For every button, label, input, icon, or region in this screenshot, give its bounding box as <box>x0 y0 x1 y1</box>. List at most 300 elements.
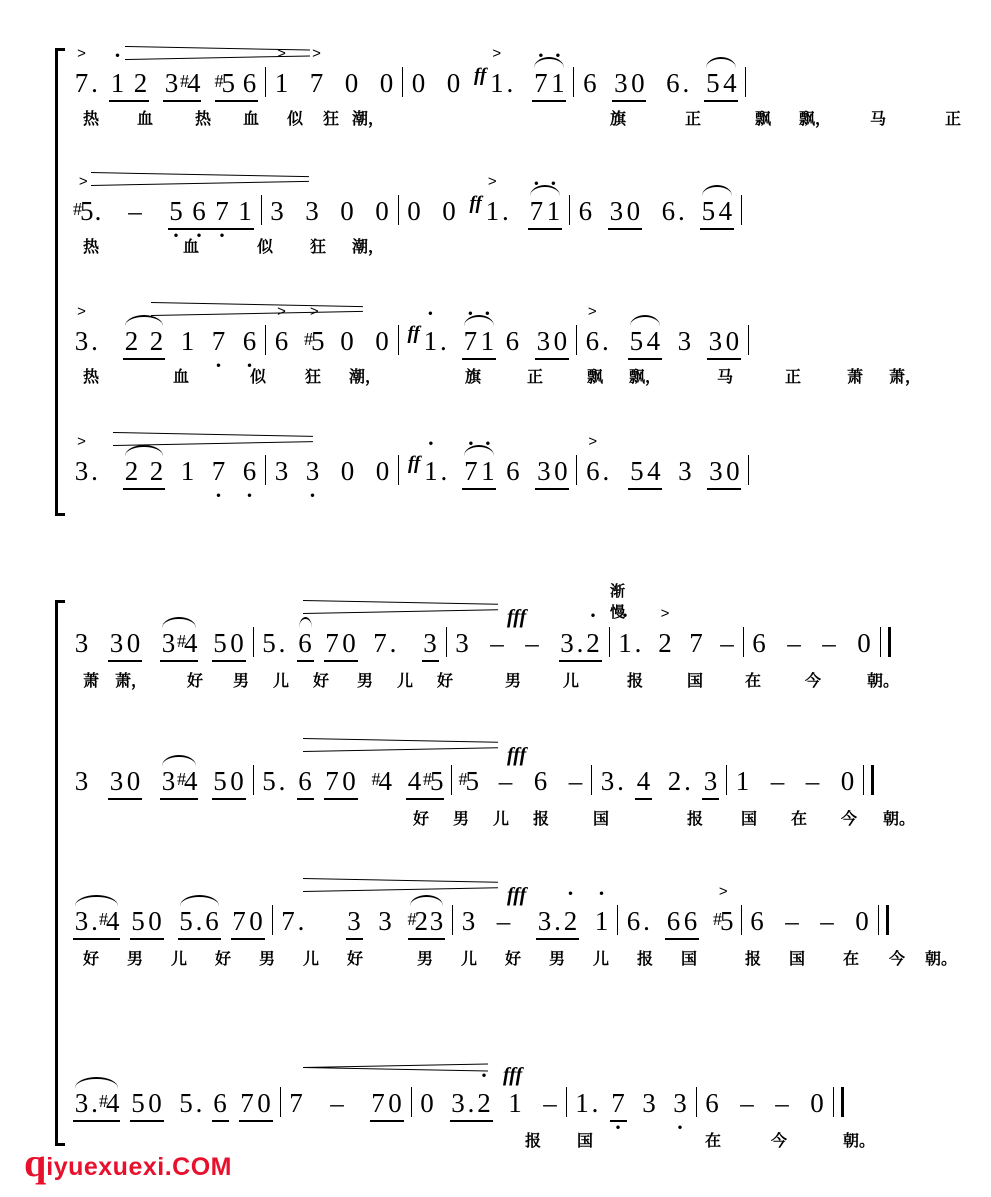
final-barline <box>863 765 874 795</box>
note: 5 <box>213 766 227 796</box>
barline <box>398 195 399 225</box>
note: 1 <box>735 766 750 796</box>
note: · 1 <box>422 326 439 357</box>
lyric: 今 <box>804 673 822 690</box>
lyric: 男 <box>232 673 250 690</box>
tempo-mark-gradual-slow: 渐慢 <box>610 583 626 621</box>
rest: 0 <box>411 68 426 98</box>
tie <box>706 57 736 68</box>
note-sharp: > #5 <box>304 326 325 357</box>
lyric: 狂 <box>304 369 322 386</box>
note: 1 <box>238 196 252 226</box>
beam-group <box>702 766 719 797</box>
note: 7 · <box>210 326 227 357</box>
rest: 0 <box>446 68 461 98</box>
note: 7 · <box>214 196 231 227</box>
note: 3 <box>109 628 124 658</box>
beam-group <box>608 196 642 227</box>
beam-group <box>628 456 662 487</box>
note: 3 <box>678 456 692 486</box>
lyric: 马 <box>869 111 887 128</box>
barline <box>402 67 403 97</box>
tie-dash: – <box>330 1088 344 1118</box>
rest: 0 <box>126 766 141 796</box>
beam-group <box>528 196 562 227</box>
aug-dot: . <box>591 1088 599 1118</box>
rest: 0 <box>388 1088 402 1118</box>
note: · 7 <box>528 196 545 227</box>
note-row-v1 <box>73 62 753 108</box>
barline <box>741 905 742 935</box>
lyric: 似 <box>256 239 274 256</box>
dynamic-fff: fff <box>507 606 527 628</box>
rest: 0 <box>340 326 354 356</box>
lyric: 热 <box>82 239 100 256</box>
beam-group <box>707 456 741 487</box>
note: 2 <box>149 456 164 486</box>
aug-dot: . <box>91 68 98 98</box>
rest: 0 <box>726 456 740 486</box>
lyric: 好 <box>186 673 204 690</box>
note: 7 <box>689 628 703 658</box>
beam-group <box>168 196 254 227</box>
rest: 0 <box>257 1088 271 1118</box>
beam-group <box>212 628 246 659</box>
lyric: 血 <box>242 111 260 128</box>
beam-group <box>297 628 314 659</box>
aug-dot: . <box>602 456 610 486</box>
lyric: 男 <box>452 811 470 828</box>
note-sharp: #4 <box>177 628 198 658</box>
note: 4 <box>636 766 651 796</box>
rest: 0 <box>626 196 641 226</box>
rest: 0 <box>857 628 871 658</box>
note-sharp: #2 <box>407 906 428 936</box>
lyric: 今 <box>770 1133 788 1150</box>
aug-dot: . <box>506 68 514 98</box>
lyric: 热 <box>82 111 100 128</box>
note: 3 <box>537 906 552 936</box>
note-sharp: #5 <box>214 68 235 98</box>
note: 4 <box>647 456 661 486</box>
dynamic-ff: ff <box>407 323 420 344</box>
tie-dash: – <box>720 628 734 658</box>
note: 6 <box>506 456 520 486</box>
rest: 0 <box>342 766 356 796</box>
note: 5 <box>179 1088 193 1118</box>
tie-dash: – <box>490 628 504 658</box>
rest: 0 <box>344 68 359 98</box>
note: 6 <box>683 906 698 936</box>
note: 3 <box>451 1088 465 1118</box>
note: 5 <box>262 766 276 796</box>
tie-dash: – <box>543 1088 557 1118</box>
note: 3 <box>270 196 284 226</box>
lyric: 好 <box>504 951 522 968</box>
site-logo[interactable] <box>24 1140 232 1185</box>
tie-dash: – <box>128 196 142 226</box>
note: 3 <box>164 68 179 98</box>
note: 3 <box>109 766 124 796</box>
tie <box>410 895 444 906</box>
note-row-v3 <box>73 320 756 366</box>
tie-dash: – <box>740 1088 754 1118</box>
note: 6 <box>213 1088 227 1118</box>
note: 3 <box>600 766 615 796</box>
aug-dot: . <box>682 68 690 98</box>
lyric: 在 <box>842 951 860 968</box>
note: > 6 <box>584 326 601 357</box>
aug-dot: . <box>617 766 624 796</box>
rest: 0 <box>407 196 421 226</box>
lyric: 热 <box>82 369 100 386</box>
note: 3 · <box>672 1088 689 1119</box>
logo-text: iyuexuexi.COM <box>46 1152 232 1181</box>
note: 3 <box>560 628 574 658</box>
aug-dot: . <box>297 906 305 936</box>
note: > 6 <box>584 456 601 487</box>
note: 6 <box>242 68 257 98</box>
tie <box>125 315 163 326</box>
note: 1 <box>180 326 195 356</box>
aug-dot: . <box>501 196 509 226</box>
note: 3 <box>614 68 628 98</box>
note: 7 <box>289 1088 303 1118</box>
tie-dash: – <box>785 906 799 936</box>
lyric: 国 <box>680 951 698 968</box>
tie-dash: – <box>525 628 539 658</box>
lyric: 男 <box>356 673 374 690</box>
beam-group <box>215 68 259 99</box>
lyric: 好 <box>82 951 100 968</box>
final-barline <box>880 627 891 657</box>
note-sharp: #5 <box>458 766 479 796</box>
note: 6 <box>533 766 548 796</box>
note: 3 <box>161 766 176 796</box>
lyric: 飘 <box>586 369 604 386</box>
note: 5 <box>179 906 193 936</box>
note: 3 <box>74 766 89 796</box>
note: · 1 <box>617 628 634 659</box>
note: > 1 <box>484 196 501 227</box>
rest: 0 <box>420 1088 434 1118</box>
logo-letter-q: q <box>24 1140 47 1185</box>
lyric: 旗 <box>609 111 627 128</box>
beam-group <box>665 906 699 937</box>
note: 2 <box>124 326 139 356</box>
tie-dash: – <box>820 906 834 936</box>
tie <box>299 617 312 628</box>
barline <box>617 905 618 935</box>
note: 6 <box>298 628 312 658</box>
note: · 1 <box>479 326 496 357</box>
lyric: 儿 <box>302 951 320 968</box>
note: 6 · <box>191 196 208 227</box>
rest: 0 <box>148 906 162 936</box>
lyric: 报 <box>744 951 762 968</box>
barline <box>748 325 749 355</box>
lyric: 飘， <box>628 369 662 386</box>
beam-group <box>160 766 198 797</box>
beam-group <box>239 1088 273 1119</box>
rest: 0 <box>840 766 855 796</box>
beam-group: 3 . · 2 <box>450 1088 493 1119</box>
rest: 0 <box>342 628 356 658</box>
note-sharp: > #5 <box>73 196 94 227</box>
lyric: 潮， <box>348 369 382 386</box>
note: · 1 <box>545 196 562 227</box>
note: 3 <box>642 1088 656 1118</box>
lyric: 国 <box>740 811 758 828</box>
note-row-v1 <box>73 622 891 668</box>
lyric: 好 <box>412 811 430 828</box>
lyric: 儿 <box>396 673 414 690</box>
barline <box>265 455 266 485</box>
lyric: 男 <box>126 951 144 968</box>
beam-group <box>231 906 265 937</box>
lyric: 正 <box>684 111 702 128</box>
tie <box>180 895 219 906</box>
barline <box>591 765 592 795</box>
hairpin-diminuendo <box>303 600 498 614</box>
rest: 0 <box>554 456 568 486</box>
barline <box>261 195 262 225</box>
note: 3 <box>708 326 723 356</box>
hairpin-diminuendo <box>303 878 498 892</box>
rest: 0 <box>249 906 263 936</box>
barline <box>451 765 452 795</box>
note: 7 <box>373 628 387 658</box>
note: · 1 <box>422 456 439 487</box>
lyric: 报 <box>686 811 704 828</box>
note: · 2 <box>562 906 579 937</box>
note: · 2 <box>585 628 602 659</box>
lyric: 萧， <box>888 369 922 386</box>
beam-group <box>704 68 738 99</box>
aug-dot: . <box>278 628 286 658</box>
note: · 1 <box>109 68 126 99</box>
aug-dot: . <box>94 196 102 226</box>
lyric: 儿 <box>562 673 580 690</box>
barline <box>726 765 727 795</box>
note: 3 <box>423 628 437 658</box>
lyric: 男 <box>504 673 522 690</box>
lyric: 儿 <box>492 811 510 828</box>
lyric: 朝。 <box>866 673 900 690</box>
note: 3 <box>74 1088 89 1118</box>
beam-group <box>212 766 246 797</box>
tie <box>125 445 163 456</box>
barline <box>398 325 399 355</box>
note: 5 <box>630 456 644 486</box>
note: > 2 <box>657 628 674 659</box>
note: 3 · <box>304 456 321 487</box>
beam-group <box>370 1088 404 1119</box>
note: 4 <box>646 326 661 356</box>
beam-group <box>532 68 566 99</box>
lyric: 好 <box>346 951 364 968</box>
lyric: 萧 <box>846 369 864 386</box>
beam-group <box>123 326 165 357</box>
beam-group: 3 . · 2 <box>536 906 579 937</box>
note: 7 <box>325 628 339 658</box>
lyric: 朝。 <box>924 951 958 968</box>
lyric: 热 <box>194 111 212 128</box>
note: 5 <box>213 628 227 658</box>
note: 6 <box>583 68 597 98</box>
lyric: 血 <box>182 239 200 256</box>
aug-dot: . <box>634 628 642 658</box>
note: 3 <box>537 456 551 486</box>
lyric: 在 <box>744 673 762 690</box>
note-sharp: #4 <box>99 1088 120 1118</box>
note: 5 <box>706 68 720 98</box>
note: 3 <box>455 628 469 658</box>
tie-dash: – <box>787 628 801 658</box>
barline <box>576 325 577 355</box>
aug-dot: . <box>677 196 685 226</box>
note: 3 <box>347 906 361 936</box>
barline <box>280 1087 281 1117</box>
note: 6 <box>205 906 219 936</box>
beam-group <box>212 1088 229 1119</box>
rest: 0 <box>375 456 390 486</box>
lyric: 正 <box>526 369 544 386</box>
note: · 1 <box>549 68 566 99</box>
note: > 1 <box>273 68 290 99</box>
note-row-v4 <box>73 1082 844 1128</box>
lyric: 儿 <box>460 951 478 968</box>
note: 3 <box>161 628 176 658</box>
barline <box>745 67 746 97</box>
aug-dot: . <box>439 326 447 356</box>
note: 5 <box>629 326 644 356</box>
rest: 0 <box>375 196 389 226</box>
note: · 2 <box>476 1088 493 1119</box>
note: > 7 <box>73 68 90 99</box>
note: 6 <box>578 196 593 226</box>
lyric: 儿 <box>592 951 610 968</box>
aug-dot: . <box>440 456 448 486</box>
lyric: 国 <box>576 1133 594 1150</box>
note-sharp: #4 <box>371 766 392 796</box>
note: 5 <box>701 196 716 226</box>
note: 5 <box>131 1088 145 1118</box>
note: 4 <box>723 68 737 98</box>
barline <box>398 455 399 485</box>
lyric: 报 <box>636 951 654 968</box>
note: 2 <box>667 766 682 796</box>
note: 7 <box>325 766 339 796</box>
barline <box>748 455 749 485</box>
lyric: 儿 <box>170 951 188 968</box>
beam-group <box>700 196 734 227</box>
note: > 3 <box>73 456 90 487</box>
note-sharp: #4 <box>99 906 120 936</box>
note: 2 <box>124 456 139 486</box>
beam-group <box>130 906 164 937</box>
beam-group <box>324 766 358 797</box>
tie-dash: – <box>496 906 511 936</box>
beam-group: 3 .#4 <box>73 906 120 937</box>
tie-dash: – <box>498 766 513 796</box>
note: > 3 <box>73 326 90 357</box>
beam-group <box>406 766 444 797</box>
final-barline <box>833 1087 844 1117</box>
lyric: 萧， <box>114 673 148 690</box>
rest: 0 <box>810 1088 824 1118</box>
lyric: 飘 <box>754 111 772 128</box>
note: 4 <box>407 766 422 796</box>
lyric: 血 <box>172 369 190 386</box>
dynamic-ff: ff <box>469 193 482 214</box>
aug-dot: . <box>389 628 397 658</box>
beam-group <box>108 766 142 797</box>
note: 6 <box>505 326 520 356</box>
note: · 1 <box>593 906 610 937</box>
note: 6 <box>666 906 681 936</box>
lyric: 马 <box>716 369 734 386</box>
note: 5 <box>262 628 276 658</box>
aug-dot: . <box>278 766 286 796</box>
note: 3 <box>274 456 289 486</box>
note: > 1 <box>488 68 505 99</box>
note: 6 · <box>241 326 258 357</box>
lyric: 正 <box>784 369 802 386</box>
dynamic-fff: fff <box>507 744 527 766</box>
beam-group <box>160 628 198 659</box>
note: 7 <box>240 1088 254 1118</box>
note: 3 <box>677 326 692 356</box>
note: 7 <box>281 906 295 936</box>
rest: 0 <box>553 326 568 356</box>
note: 6 <box>752 628 766 658</box>
rest: 0 <box>230 628 244 658</box>
rest: 0 <box>442 196 456 226</box>
barline <box>573 67 574 97</box>
aug-dot: . <box>601 326 609 356</box>
note: 7 · <box>210 456 227 487</box>
final-barline <box>878 905 889 935</box>
aug-dot: . <box>643 906 650 936</box>
barline <box>272 905 273 935</box>
barline <box>446 627 447 657</box>
aug-dot: . <box>684 766 691 796</box>
note: 7 · <box>610 1088 627 1119</box>
lyric: 儿 <box>272 673 290 690</box>
barline <box>696 1087 697 1117</box>
beam-group <box>346 906 363 937</box>
lyric: 朝。 <box>842 1133 876 1150</box>
lyric: 男 <box>416 951 434 968</box>
barline <box>566 1087 567 1117</box>
tie <box>75 895 118 906</box>
tie <box>162 755 196 766</box>
tie-dash: – <box>805 766 820 796</box>
note: 6 · <box>241 456 258 487</box>
beam-group <box>635 766 652 797</box>
beam-group <box>462 456 496 487</box>
note: 6 <box>750 906 764 936</box>
note: 2 <box>133 68 148 98</box>
note: 2 <box>149 326 164 356</box>
beam-group <box>707 326 741 357</box>
tie-dash: – <box>775 1088 789 1118</box>
lyric: 报 <box>532 811 550 828</box>
note: 5 <box>131 906 145 936</box>
lyric: 萧 <box>82 673 100 690</box>
hairpin-diminuendo <box>91 172 309 186</box>
